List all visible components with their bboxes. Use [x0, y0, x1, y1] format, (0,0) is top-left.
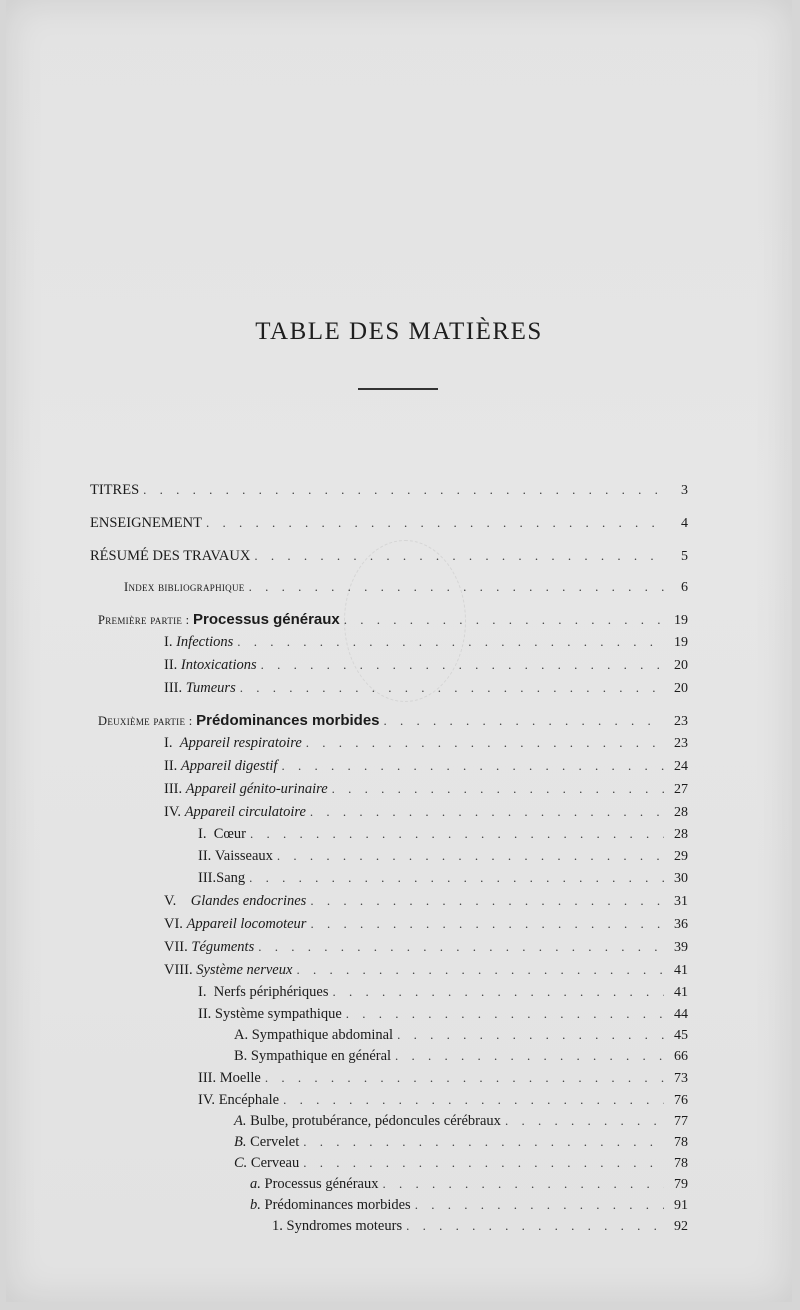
toc-entry — [164, 657, 688, 679]
toc-entry — [90, 548, 688, 570]
toc-number: V. — [164, 893, 177, 909]
toc-label: Infections — [176, 634, 234, 650]
toc-label: Appareil génito-urinaire — [185, 781, 328, 797]
toc-label: Intoxications — [180, 657, 257, 673]
toc-page: 24 — [674, 759, 688, 774]
toc-entry — [198, 1006, 688, 1028]
toc-number: II. — [164, 657, 178, 673]
toc-label: Bulbe, protubérance, pédoncules cérébraux — [250, 1113, 501, 1129]
leader-dots — [250, 826, 664, 842]
toc-number: I. — [164, 735, 173, 751]
toc-entry — [198, 826, 688, 848]
leader-dots — [303, 1155, 664, 1171]
leader-dots — [249, 579, 664, 595]
toc-number: II. — [164, 758, 178, 774]
leader-dots — [143, 482, 664, 498]
toc-page: 41 — [674, 963, 688, 978]
leader-dots — [505, 1113, 664, 1129]
leader-dots — [382, 1176, 664, 1192]
toc-page: 20 — [674, 658, 688, 673]
toc-label: Sang — [216, 870, 246, 886]
toc-number: C. — [234, 1155, 248, 1171]
leader-dots — [254, 548, 664, 564]
toc-page: 31 — [674, 894, 688, 909]
toc-page: 36 — [674, 917, 688, 932]
toc-entry — [198, 984, 688, 1006]
toc-number: II. — [198, 1006, 212, 1022]
toc-entry — [164, 916, 688, 938]
toc-number: b. — [250, 1197, 261, 1213]
toc-entry — [198, 870, 688, 892]
toc-label: Vaisseaux — [214, 848, 273, 864]
toc-number: IV. — [198, 1092, 216, 1108]
toc-number: a. — [250, 1176, 261, 1192]
leader-dots — [303, 1134, 664, 1150]
toc-label: Cerveau — [250, 1155, 300, 1171]
toc-entry — [234, 1155, 688, 1177]
toc-number: III. — [164, 781, 183, 797]
toc-label: TITRES — [90, 482, 140, 498]
toc-label: Tumeurs — [185, 680, 236, 696]
paper-sheet — [6, 0, 792, 1302]
toc-number: VII. — [164, 939, 188, 955]
toc-entry — [164, 962, 688, 984]
toc-entry — [234, 1027, 688, 1049]
toc-label: Prédominances morbides — [196, 712, 380, 729]
toc-page: 23 — [674, 736, 688, 751]
toc-label: Processus généraux — [193, 611, 340, 628]
toc-label: Système sympathique — [214, 1006, 342, 1022]
toc-number: 1. — [272, 1218, 283, 1234]
toc-label: Appareil respiratoire — [179, 735, 302, 751]
toc-number: IV. — [164, 804, 182, 820]
leader-dots — [281, 758, 664, 774]
toc-page: 45 — [674, 1028, 688, 1043]
toc-label: Moelle — [219, 1070, 261, 1086]
toc-page: 41 — [674, 985, 688, 1000]
toc-page: 44 — [674, 1007, 688, 1022]
toc-label: Système nerveux — [196, 962, 293, 978]
toc-number: Deuxième partie : — [98, 714, 193, 728]
toc-page: 5 — [681, 549, 688, 564]
leader-dots — [237, 634, 664, 650]
toc-label: RÉSUMÉ DES TRAVAUX — [90, 548, 251, 564]
leader-dots — [310, 916, 664, 932]
toc-page: 30 — [674, 871, 688, 886]
toc-page: 19 — [674, 613, 688, 628]
toc-page: 73 — [674, 1071, 688, 1086]
toc-page: 92 — [674, 1219, 688, 1234]
toc-label: Appareil circulatoire — [184, 804, 306, 820]
toc-label: Appareil locomoteur — [186, 916, 307, 932]
toc-entry — [124, 579, 688, 601]
toc-entry — [198, 1070, 688, 1092]
toc-entry — [234, 1113, 688, 1135]
toc-page: 3 — [681, 483, 688, 498]
toc-page: 28 — [674, 827, 688, 842]
toc-label: Index bibliographique — [124, 580, 245, 594]
toc-number: VI. — [164, 916, 183, 932]
leader-dots — [265, 1070, 664, 1086]
toc-page: 79 — [674, 1177, 688, 1192]
leader-dots — [206, 515, 664, 531]
toc-number: I. — [164, 634, 173, 650]
toc-entry — [90, 515, 688, 537]
leader-dots — [415, 1197, 664, 1213]
toc-number: VIII. — [164, 962, 193, 978]
leader-dots — [346, 1006, 664, 1022]
page-title: TABLE DES MATIÈRES — [255, 318, 543, 345]
toc-label: Processus généraux — [264, 1176, 379, 1192]
toc-label: Cervelet — [250, 1134, 300, 1150]
toc-label: Téguments — [191, 939, 255, 955]
toc-entry — [272, 1218, 688, 1240]
toc-label: Sympathique en général — [250, 1048, 392, 1064]
toc-entry — [164, 758, 688, 780]
toc-number: II. — [198, 848, 212, 864]
toc-page: 19 — [674, 635, 688, 650]
toc-entry — [98, 712, 688, 734]
toc-page: 78 — [674, 1135, 688, 1150]
toc-page: 91 — [674, 1198, 688, 1213]
toc-page: 29 — [674, 849, 688, 864]
toc-entry — [234, 1048, 688, 1070]
toc-label: Prédominances morbides — [264, 1197, 411, 1213]
toc-entry — [164, 939, 688, 961]
toc-entry — [164, 735, 688, 757]
toc-page: 4 — [681, 516, 688, 531]
toc-label: Cœur — [213, 826, 246, 842]
toc-entry — [250, 1197, 688, 1219]
toc-page: 28 — [674, 805, 688, 820]
leader-dots — [310, 804, 664, 820]
title-rule — [358, 388, 438, 390]
toc-number: A. — [234, 1113, 247, 1129]
toc-label: Encéphale — [218, 1092, 280, 1108]
toc-entry — [234, 1134, 688, 1156]
leader-dots — [277, 848, 664, 864]
bleed-through-text — [306, 140, 726, 420]
leader-dots — [240, 680, 664, 696]
toc-entry — [164, 804, 688, 826]
toc-number: I. — [198, 984, 207, 1000]
toc-label: Sympathique abdominal — [251, 1027, 394, 1043]
toc-page: 66 — [674, 1049, 688, 1064]
toc-page: 76 — [674, 1093, 688, 1108]
leader-dots — [249, 870, 664, 886]
toc-entry — [198, 848, 688, 870]
leader-dots — [310, 893, 664, 909]
toc-number: B. — [234, 1048, 248, 1064]
leader-dots — [395, 1048, 664, 1064]
toc-label: Nerfs périphériques — [213, 984, 329, 1000]
leader-dots — [344, 612, 664, 628]
leader-dots — [384, 713, 664, 729]
toc-entry — [98, 611, 688, 633]
toc-number: III. — [164, 680, 183, 696]
leader-dots — [332, 781, 664, 797]
toc-number: III. — [198, 870, 217, 886]
toc-page: 20 — [674, 681, 688, 696]
leader-dots — [296, 962, 664, 978]
toc-label: Appareil digestif — [180, 758, 278, 774]
leader-dots — [283, 1092, 664, 1108]
toc-entry — [90, 482, 688, 504]
toc-page: 6 — [681, 580, 688, 595]
leader-dots — [406, 1218, 664, 1234]
toc-label: ENSEIGNEMENT — [90, 515, 202, 531]
toc-number: A. — [234, 1027, 249, 1043]
leader-dots — [397, 1027, 664, 1043]
toc-page: 23 — [674, 714, 688, 729]
toc-label: Syndromes moteurs — [286, 1218, 403, 1234]
toc-label: Glandes endocrines — [190, 893, 307, 909]
leader-dots — [332, 984, 664, 1000]
toc-page: 78 — [674, 1156, 688, 1171]
toc-entry — [164, 781, 688, 803]
toc-entry — [198, 1092, 688, 1114]
toc-number: III. — [198, 1070, 217, 1086]
toc-entry — [164, 634, 688, 656]
toc-page: 27 — [674, 782, 688, 797]
leader-dots — [306, 735, 664, 751]
toc-page: 77 — [674, 1114, 688, 1129]
toc-number: Première partie : — [98, 613, 190, 627]
toc-number: I. — [198, 826, 207, 842]
leader-dots — [258, 939, 664, 955]
toc-entry — [250, 1176, 688, 1198]
toc-entry — [164, 893, 688, 915]
toc-entry — [164, 680, 688, 702]
leader-dots — [261, 657, 664, 673]
toc-page: 39 — [674, 940, 688, 955]
toc-number: B. — [234, 1134, 247, 1150]
